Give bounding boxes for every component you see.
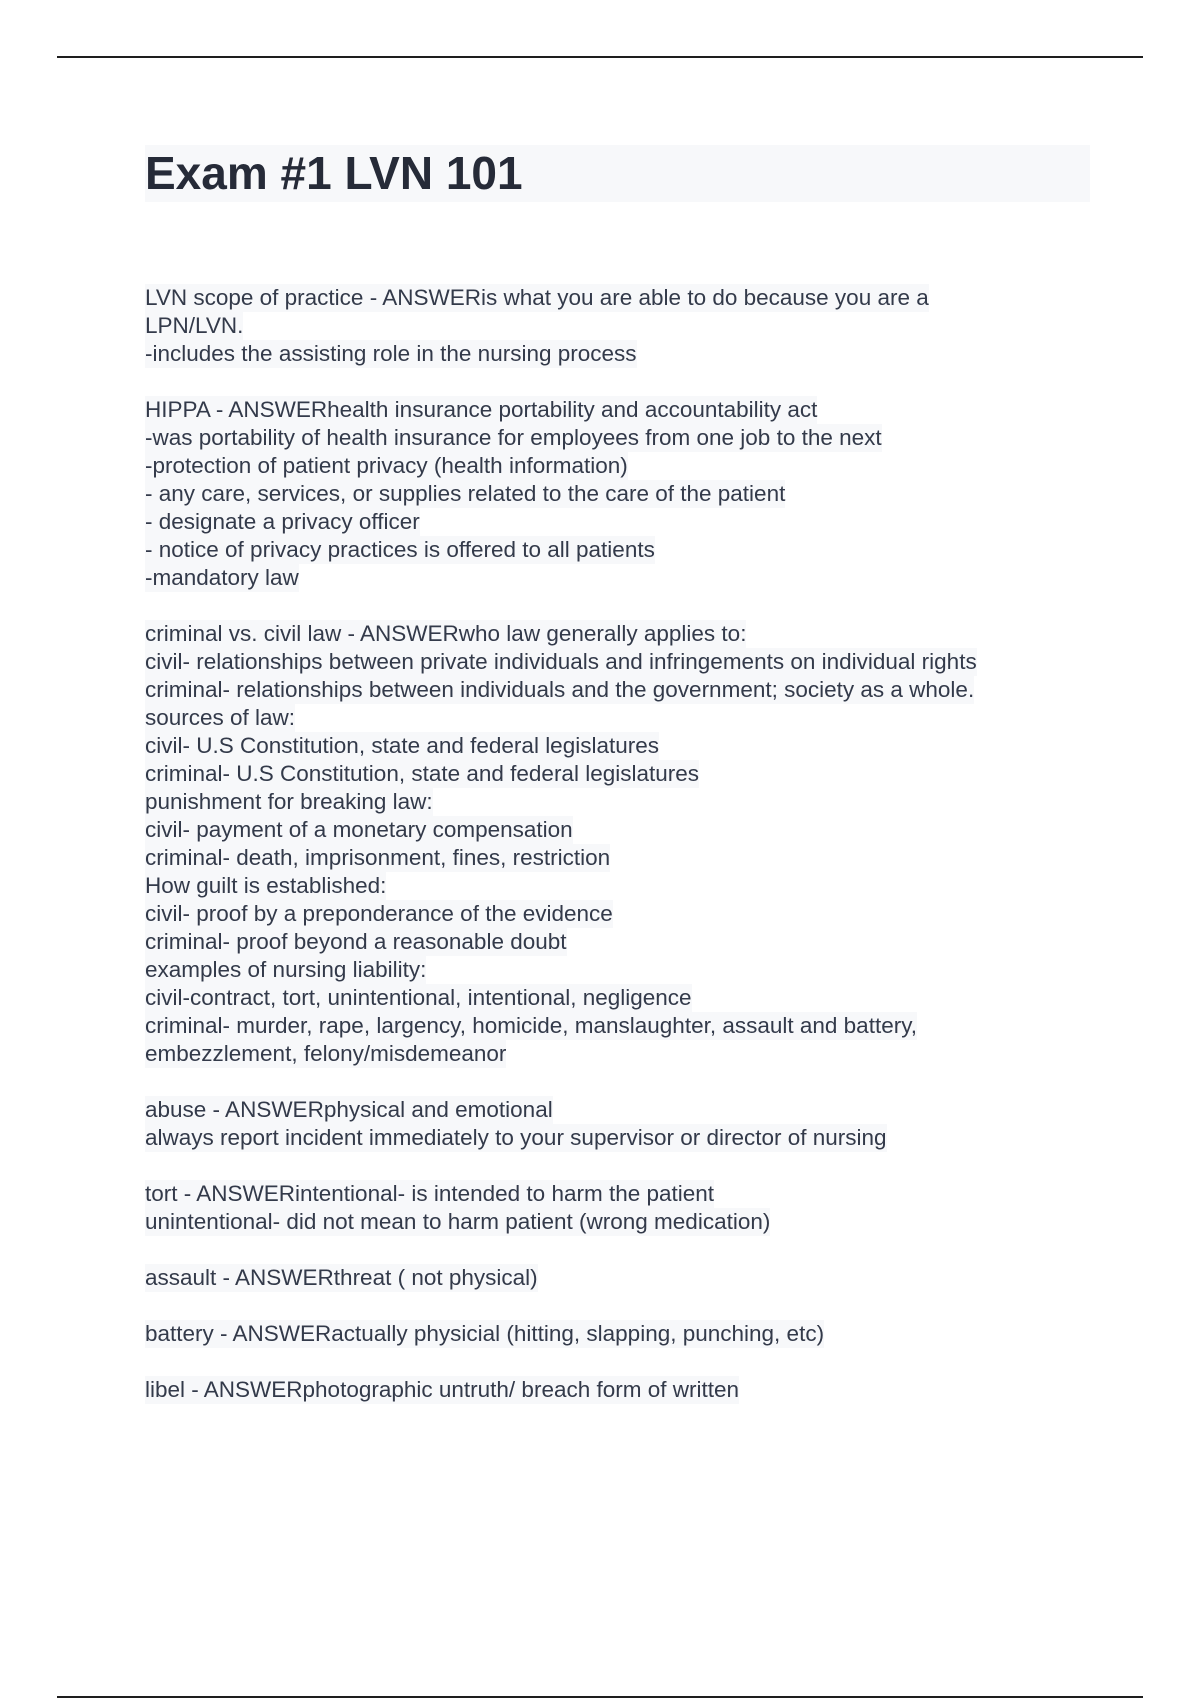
flashcard: [145, 284, 1090, 368]
flashcard: [145, 396, 1090, 592]
flashcard-answer-line: - designate a privacy officer: [145, 509, 420, 534]
flashcard-answer-line: embezzlement, felony/misdemeanor: [145, 1041, 507, 1066]
flashcard-term-line: HIPPA - ANSWERhealth insurance portability and accountability act: [145, 397, 818, 422]
flashcard-answer-line: civil- U.S Constitution, state and federal legislatures: [145, 733, 659, 758]
flashcard-term-line: assault - ANSWERthreat ( not physical): [145, 1265, 538, 1290]
flashcard-answer-line: civil- payment of a monetary compensation: [145, 817, 573, 842]
flashcard: [145, 1320, 1090, 1348]
flashcard-term-line: battery - ANSWERactually physicial (hitting, slapping, punching, etc): [145, 1321, 825, 1346]
flashcard-answer-line: -was portability of health insurance for employees from one job to the next: [145, 425, 882, 450]
flashcard-term-line: libel - ANSWERphotographic untruth/ breach form of written: [145, 1377, 740, 1402]
bottom-divider: [57, 1696, 1143, 1698]
flashcard-answer-line: How guilt is established:: [145, 873, 387, 898]
document-title: Exam #1 LVN 101: [145, 147, 523, 199]
flashcard-answer-line: -mandatory law: [145, 565, 299, 590]
flashcard-answer-line: - any care, services, or supplies related to the care of the patient: [145, 481, 786, 506]
flashcard-answer-line: criminal- proof beyond a reasonable doubt: [145, 929, 567, 954]
flashcard-term-line: LVN scope of practice - ANSWERis what you are able to do because you are a: [145, 285, 929, 310]
flashcard-answer-line: civil- proof by a preponderance of the evidence: [145, 901, 613, 926]
flashcard-answer-line: criminal- murder, rape, largency, homicide, manslaughter, assault and battery,: [145, 1013, 918, 1038]
flashcard-answer-line: always report incident immediately to your supervisor or director of nursing: [145, 1125, 887, 1150]
flashcard-term-line: abuse - ANSWERphysical and emotional: [145, 1097, 553, 1122]
flashcard-answer-line: examples of nursing liability:: [145, 957, 427, 982]
flashcard: [145, 620, 1090, 1068]
flashcard-answer-line: civil-contract, tort, unintentional, intentional, negligence: [145, 985, 692, 1010]
flashcard: [145, 1264, 1090, 1292]
flashcard-answer-line: punishment for breaking law:: [145, 789, 433, 814]
flashcard: [145, 1180, 1090, 1236]
flashcard-term-line: tort - ANSWERintentional- is intended to harm the patient: [145, 1181, 715, 1206]
flashcard-answer-line: LPN/LVN.: [145, 313, 244, 338]
flashcard-answer-line: criminal- relationships between individuals and the government; society as a whole.: [145, 677, 975, 702]
flashcard-answer-line: sources of law:: [145, 705, 296, 730]
flashcard-term-line: criminal vs. civil law - ANSWERwho law generally applies to:: [145, 621, 747, 646]
flashcard-answer-line: unintentional- did not mean to harm patient (wrong medication): [145, 1209, 771, 1234]
flashcard-list: [145, 284, 1090, 1432]
flashcard-answer-line: civil- relationships between private individuals and infringements on individual rights: [145, 649, 977, 674]
flashcard-answer-line: -protection of patient privacy (health information): [145, 453, 628, 478]
flashcard-answer-line: -includes the assisting role in the nursing process: [145, 341, 637, 366]
top-divider: [57, 56, 1143, 58]
flashcard-answer-line: criminal- death, imprisonment, fines, restriction: [145, 845, 611, 870]
flashcard: [145, 1376, 1090, 1404]
flashcard-answer-line: - notice of privacy practices is offered to all patients: [145, 537, 655, 562]
flashcard: [145, 1096, 1090, 1152]
flashcard-answer-line: criminal- U.S Constitution, state and federal legislatures: [145, 761, 700, 786]
